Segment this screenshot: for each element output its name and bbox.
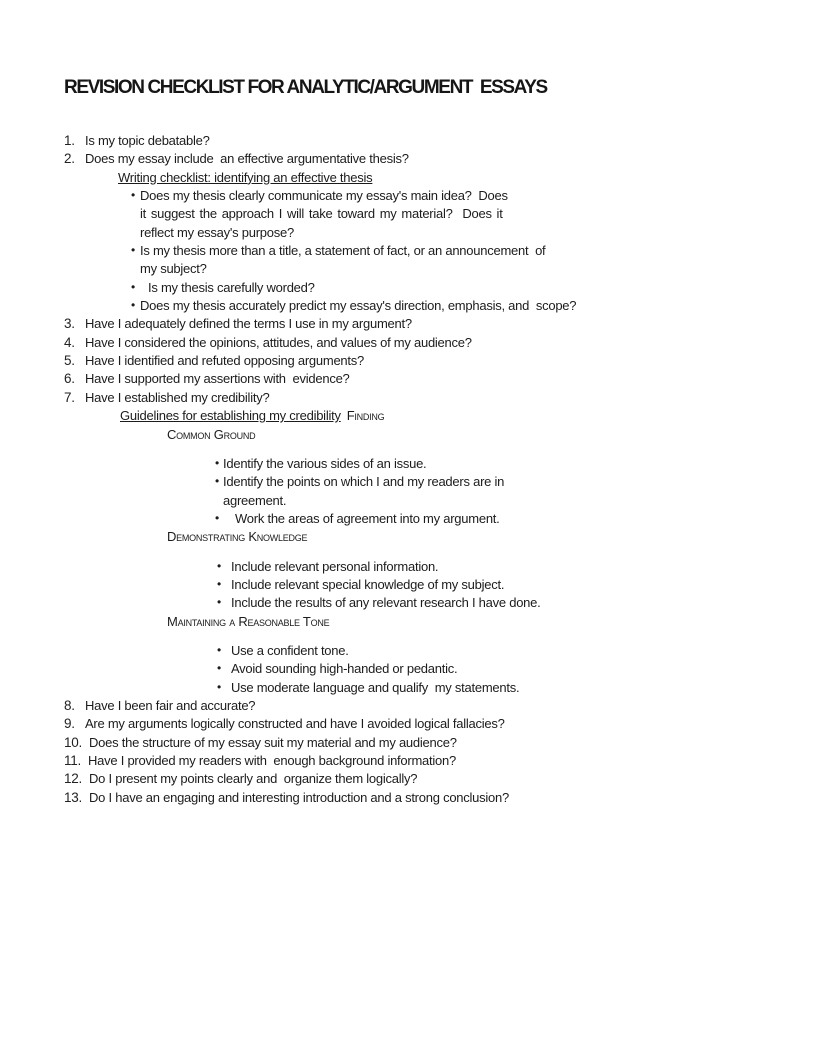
bullet-icon: • (215, 474, 219, 489)
item-text: Do I have an engaging and interesting introduction and a strong conclusion? (89, 789, 509, 805)
spacer (0, 631, 816, 642)
heading-smallcaps-tail: Finding (346, 408, 385, 424)
item-text: Have I been fair and accurate? (85, 697, 256, 713)
checklist-item (0, 752, 816, 770)
item-text: Have I established my credibility? (85, 389, 270, 405)
bullet-item (0, 642, 816, 660)
checklist-item (0, 715, 816, 733)
bullet-icon: • (217, 576, 221, 591)
bullet-item (0, 473, 816, 510)
bullet-line: Is my thesis carefully worded? (148, 279, 315, 295)
item-number: 11. (64, 753, 82, 768)
bullet-item (0, 558, 816, 576)
heading-text: Writing checklist: identifying an effective thesis (118, 169, 373, 185)
bullet-line: my subject? (140, 261, 207, 277)
checklist-item (0, 150, 816, 168)
bullet-icon: • (215, 510, 219, 525)
document-body (0, 132, 816, 807)
bullet-line: Include relevant personal information. (231, 558, 439, 574)
document-title: REVISION CHECKLIST FOR ANALYTIC/ARGUMENT ESSAYS (64, 77, 547, 98)
bullet-line: Include the results of any relevant research I have done. (231, 595, 541, 611)
bullet-item (0, 455, 816, 473)
item-text: Have I supported my assertions with evidence? (85, 371, 350, 387)
checklist-item (0, 789, 816, 807)
bullet-line: agreement. (223, 492, 287, 508)
bullet-line: Use moderate language and qualify my statements. (231, 679, 520, 695)
bullet-item (0, 187, 816, 242)
bullet-icon: • (217, 679, 221, 694)
item-number: 8. (64, 697, 75, 713)
bullet-icon: • (215, 455, 219, 470)
item-text: Are my arguments logically constructed and have I avoided logical fallacies? (85, 716, 505, 732)
checklist-item (0, 389, 816, 407)
checklist-item (0, 352, 816, 370)
section-heading: Maintaining a Reasonable Tone (167, 613, 330, 629)
bullet-item (0, 279, 816, 297)
item-number: 10. (64, 734, 83, 750)
bullet-line: reflect my essay's purpose? (140, 224, 294, 240)
item-number: 12. (64, 771, 83, 787)
checklist-item (0, 315, 816, 333)
item-number: 6. (64, 371, 75, 387)
bullet-line: Avoid sounding high-handed or pedantic. (231, 661, 458, 677)
bullet-item (0, 679, 816, 697)
bullet-item (0, 594, 816, 612)
bullet-icon: • (131, 298, 135, 313)
item-number: 13. (64, 789, 83, 805)
bullet-line: Use a confident tone. (231, 642, 349, 658)
checklist-item (0, 132, 816, 150)
item-number: 9. (64, 716, 75, 732)
item-number: 3. (64, 316, 75, 332)
item-text: Have I adequately defined the terms I use in my argument? (85, 316, 412, 332)
bullet-line: Identify the points on which I and my readers are in (223, 474, 505, 490)
item-text: Have I provided my readers with enough background information? (88, 753, 456, 768)
item-text: Is my topic debatable? (85, 133, 210, 148)
bullet-item (0, 576, 816, 594)
bullet-item (0, 242, 816, 279)
bullet-icon: • (217, 558, 221, 573)
section-heading: Common Ground (167, 426, 256, 442)
checklist-item (0, 734, 816, 752)
spacer (0, 444, 816, 455)
checklist-item (0, 370, 816, 388)
bullet-line: Include relevant special knowledge of my subject. (231, 576, 505, 592)
item-number: 1. (64, 133, 75, 148)
item-number: 2. (64, 151, 75, 167)
checklist-item (0, 334, 816, 352)
bullet-line: it suggest the approach I will take toward my material? Does it (140, 206, 503, 222)
bullet-icon: • (217, 661, 221, 676)
item-text: Have I considered the opinions, attitudes, and values of my audience? (85, 334, 472, 350)
bullet-line: Does my thesis accurately predict my essay's direction, emphasis, and scope? (140, 298, 577, 314)
item-number: 4. (64, 334, 75, 350)
bullet-item (0, 660, 816, 678)
guidelines-heading (0, 407, 816, 425)
item-text: Does the structure of my essay suit my material and my audience? (89, 734, 457, 750)
checklist-item (0, 770, 816, 788)
bullet-line: Does my thesis clearly communicate my essay's main idea? Does (140, 188, 508, 204)
item-text: Do I present my points clearly and organize them logically? (89, 771, 418, 787)
bullet-line: Work the areas of agreement into my argument. (235, 510, 500, 526)
bullet-line: Is my thesis more than a title, a statement of fact, or an announcement of (140, 243, 546, 259)
bullet-icon: • (217, 595, 221, 610)
item-number: 5. (64, 353, 75, 369)
spacer (0, 547, 816, 558)
bullet-item (0, 297, 816, 315)
bullet-item (0, 510, 816, 528)
heading-text: Guidelines for establishing my credibility (120, 408, 341, 424)
item-number: 7. (64, 389, 75, 405)
writing-checklist-heading (0, 169, 816, 187)
item-text: Does my essay include an effective argumentative thesis? (85, 151, 409, 167)
bullet-icon: • (131, 243, 135, 258)
item-text: Have I identified and refuted opposing arguments? (85, 353, 364, 369)
bullet-icon: • (217, 642, 221, 657)
checklist-item (0, 697, 816, 715)
bullet-icon: • (131, 279, 135, 294)
bullet-icon: • (131, 188, 135, 203)
section-heading: Demonstrating Knowledge (167, 529, 308, 545)
bullet-line: Identify the various sides of an issue. (223, 455, 427, 471)
